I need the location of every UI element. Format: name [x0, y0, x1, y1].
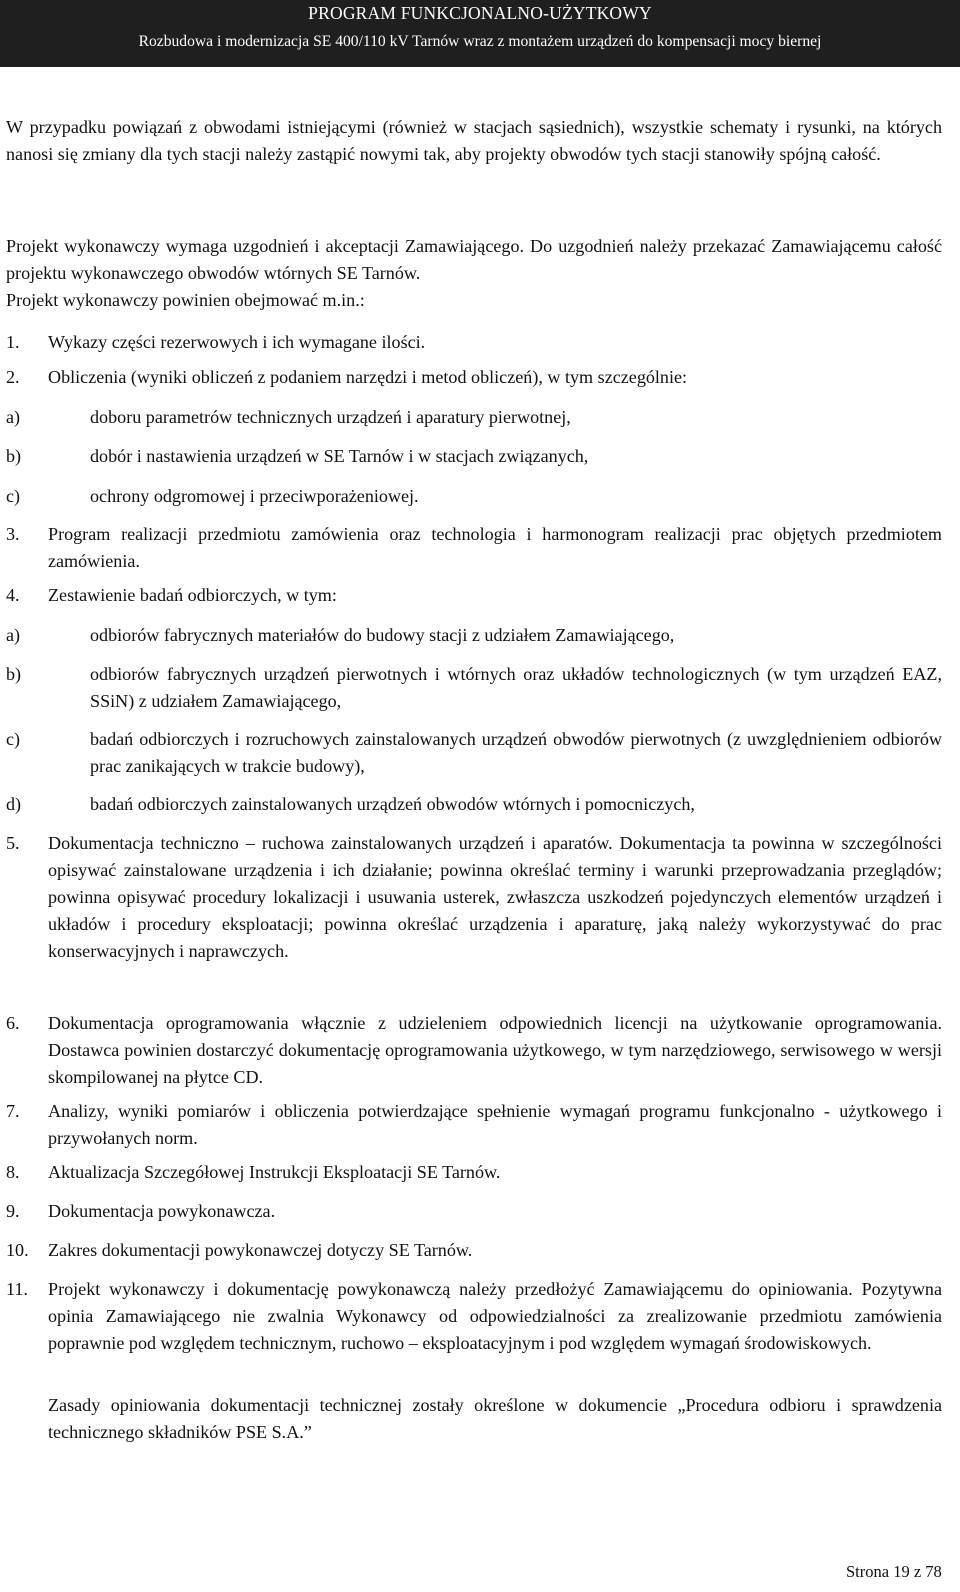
item-number: 11. [6, 1279, 28, 1299]
approval-paragraph-last: Projekt wykonawczy powinien obejmować m.in.: [6, 290, 365, 310]
item-text: Dokumentacja oprogramowania włącznie z udzieleniem odpowiednich licencji na użytkowanie oprogramowania. Dostawca powinien dostarczyć dokumentację oprogramowania użytkowego, w tym narzędziowego, serwisowego w wersji skompilowanej na płytce CD. [48, 1013, 942, 1087]
item-text: Program realizacji przedmiotu zamówienia oraz technologia i harmonogram realizacji prac objętych przedmiotem zamówienia. [48, 524, 942, 571]
item-text: Zestawienie badań odbiorczych, w tym: [48, 585, 337, 605]
item-number: 2. [6, 367, 20, 387]
item-number: 4. [6, 585, 20, 605]
subitem-letter: b) [6, 446, 22, 466]
item-number: 9. [6, 1201, 20, 1221]
document-title: PROGRAM FUNKCJONALNO-UŻYTKOWY [308, 3, 652, 23]
item-text: Aktualizacja Szczegółowej Instrukcji Eksploatacji SE Tarnów. [48, 1162, 501, 1182]
approval-paragraph: Projekt wykonawczy wymaga uzgodnień i akceptacji Zamawiającego. Do uzgodnień należy przekazać Zamawiającemu całość projektu wykonawczego obwodów wtórnych SE Tarnów. [6, 236, 942, 283]
item-number: 10. [6, 1240, 29, 1260]
item-text: Analizy, wyniki pomiarów i obliczenia potwierdzające spełnienie wymagań programu funkcjonalno - użytkowego i przywołanych norm. [48, 1101, 942, 1148]
item-number: 6. [6, 1013, 20, 1033]
subitem-letter: a) [6, 625, 21, 645]
intro-paragraph: W przypadku powiązań z obwodami istniejącymi (również w stacjach sąsiednich), wszystkie schematy i rysunki, na których nanosi się zmiany dla tych stacji należy zastąpić nowymi tak, aby projekty obwodów tych stacji stanowiły spójną całość. [6, 117, 942, 164]
item-number: 1. [6, 332, 20, 352]
item-text: Dokumentacja techniczno – ruchowa zainstalowanych urządzeń i aparatów. Dokumentacja ta powinna w szczególności opisywać zainstalowane urządzenia i ich działanie; powinna określać terminy i warunki przeprowadzania przeglądów; powinna opisywać procedury lokalizacji i usuwania usterek, zwłaszcza uszkodzeń pojedynczych elementów urządzeń i układów i procedury eksploatacji; powinna określać urządzenia i aparaturę, jaką należy wykorzystywać do prac konserwacyjnych i naprawczych. [48, 833, 942, 961]
item-number: 7. [6, 1101, 20, 1121]
item-number: 5. [6, 833, 20, 853]
item-text: Zakres dokumentacji powykonawczej dotyczy SE Tarnów. [48, 1240, 473, 1260]
item-number: 8. [6, 1162, 20, 1182]
subitem-text: odbiorów fabrycznych materiałów do budowy stacji z udziałem Zamawiającego, [90, 625, 675, 645]
subitem-letter: a) [6, 407, 21, 427]
subitem-letter: c) [6, 729, 21, 749]
item-text: Projekt wykonawczy i dokumentację powykonawczą należy przedłożyć Zamawiającemu do opiniowania. Pozytywna opinia Zamawiającego nie zwalnia Wykonawcy od odpowiedzialności za zrealizowanie przedmiotu zamówienia poprawnie pod względem technicznym, ruchowo – eksploatacyjnym i pod względem wymagań środowiskowych. [48, 1279, 942, 1353]
page-number: Strona 19 z 78 [846, 1562, 942, 1581]
item-text: Obliczenia (wyniki obliczeń z podaniem narzędzi i metod obliczeń), w tym szczególnie: [48, 367, 688, 387]
subitem-text: ochrony odgromowej i przeciwporażeniowej. [90, 486, 419, 506]
subitem-letter: d) [6, 794, 22, 814]
item-text: Wykazy części rezerwowych i ich wymagane ilości. [48, 332, 426, 352]
subitem-letter: c) [6, 486, 21, 506]
subitem-text: doboru parametrów technicznych urządzeń i aparatury pierwotnej, [90, 407, 571, 427]
document-subtitle: Rozbudowa i modernizacja SE 400/110 kV Tarnów wraz z montażem urządzeń do kompensacji mocy biernej [138, 33, 822, 50]
item-text: Dokumentacja powykonawcza. [48, 1201, 276, 1221]
closing-paragraph: Zasady opiniowania dokumentacji technicznej zostały określone w dokumencie „Procedura odbioru i sprawdzenia technicznego składników PSE S.A.” [48, 1395, 942, 1442]
item-number: 3. [6, 524, 20, 544]
subitem-text: badań odbiorczych i rozruchowych zainstalowanych urządzeń obwodów pierwotnych (z uwzględnieniem odbiorów prac zanikających w trakcie budowy), [90, 729, 942, 776]
subitem-letter: b) [6, 664, 22, 684]
subitem-text: dobór i nastawienia urządzeń w SE Tarnów i w stacjach związanych, [90, 446, 589, 466]
subitem-text: odbiorów fabrycznych urządzeń pierwotnych i wtórnych oraz układów technologicznych (w tym urządzeń EAZ, SSiN) z udziałem Zamawiającego, [90, 664, 942, 711]
subitem-text: badań odbiorczych zainstalowanych urządzeń obwodów wtórnych i pomocniczych, [90, 794, 695, 814]
